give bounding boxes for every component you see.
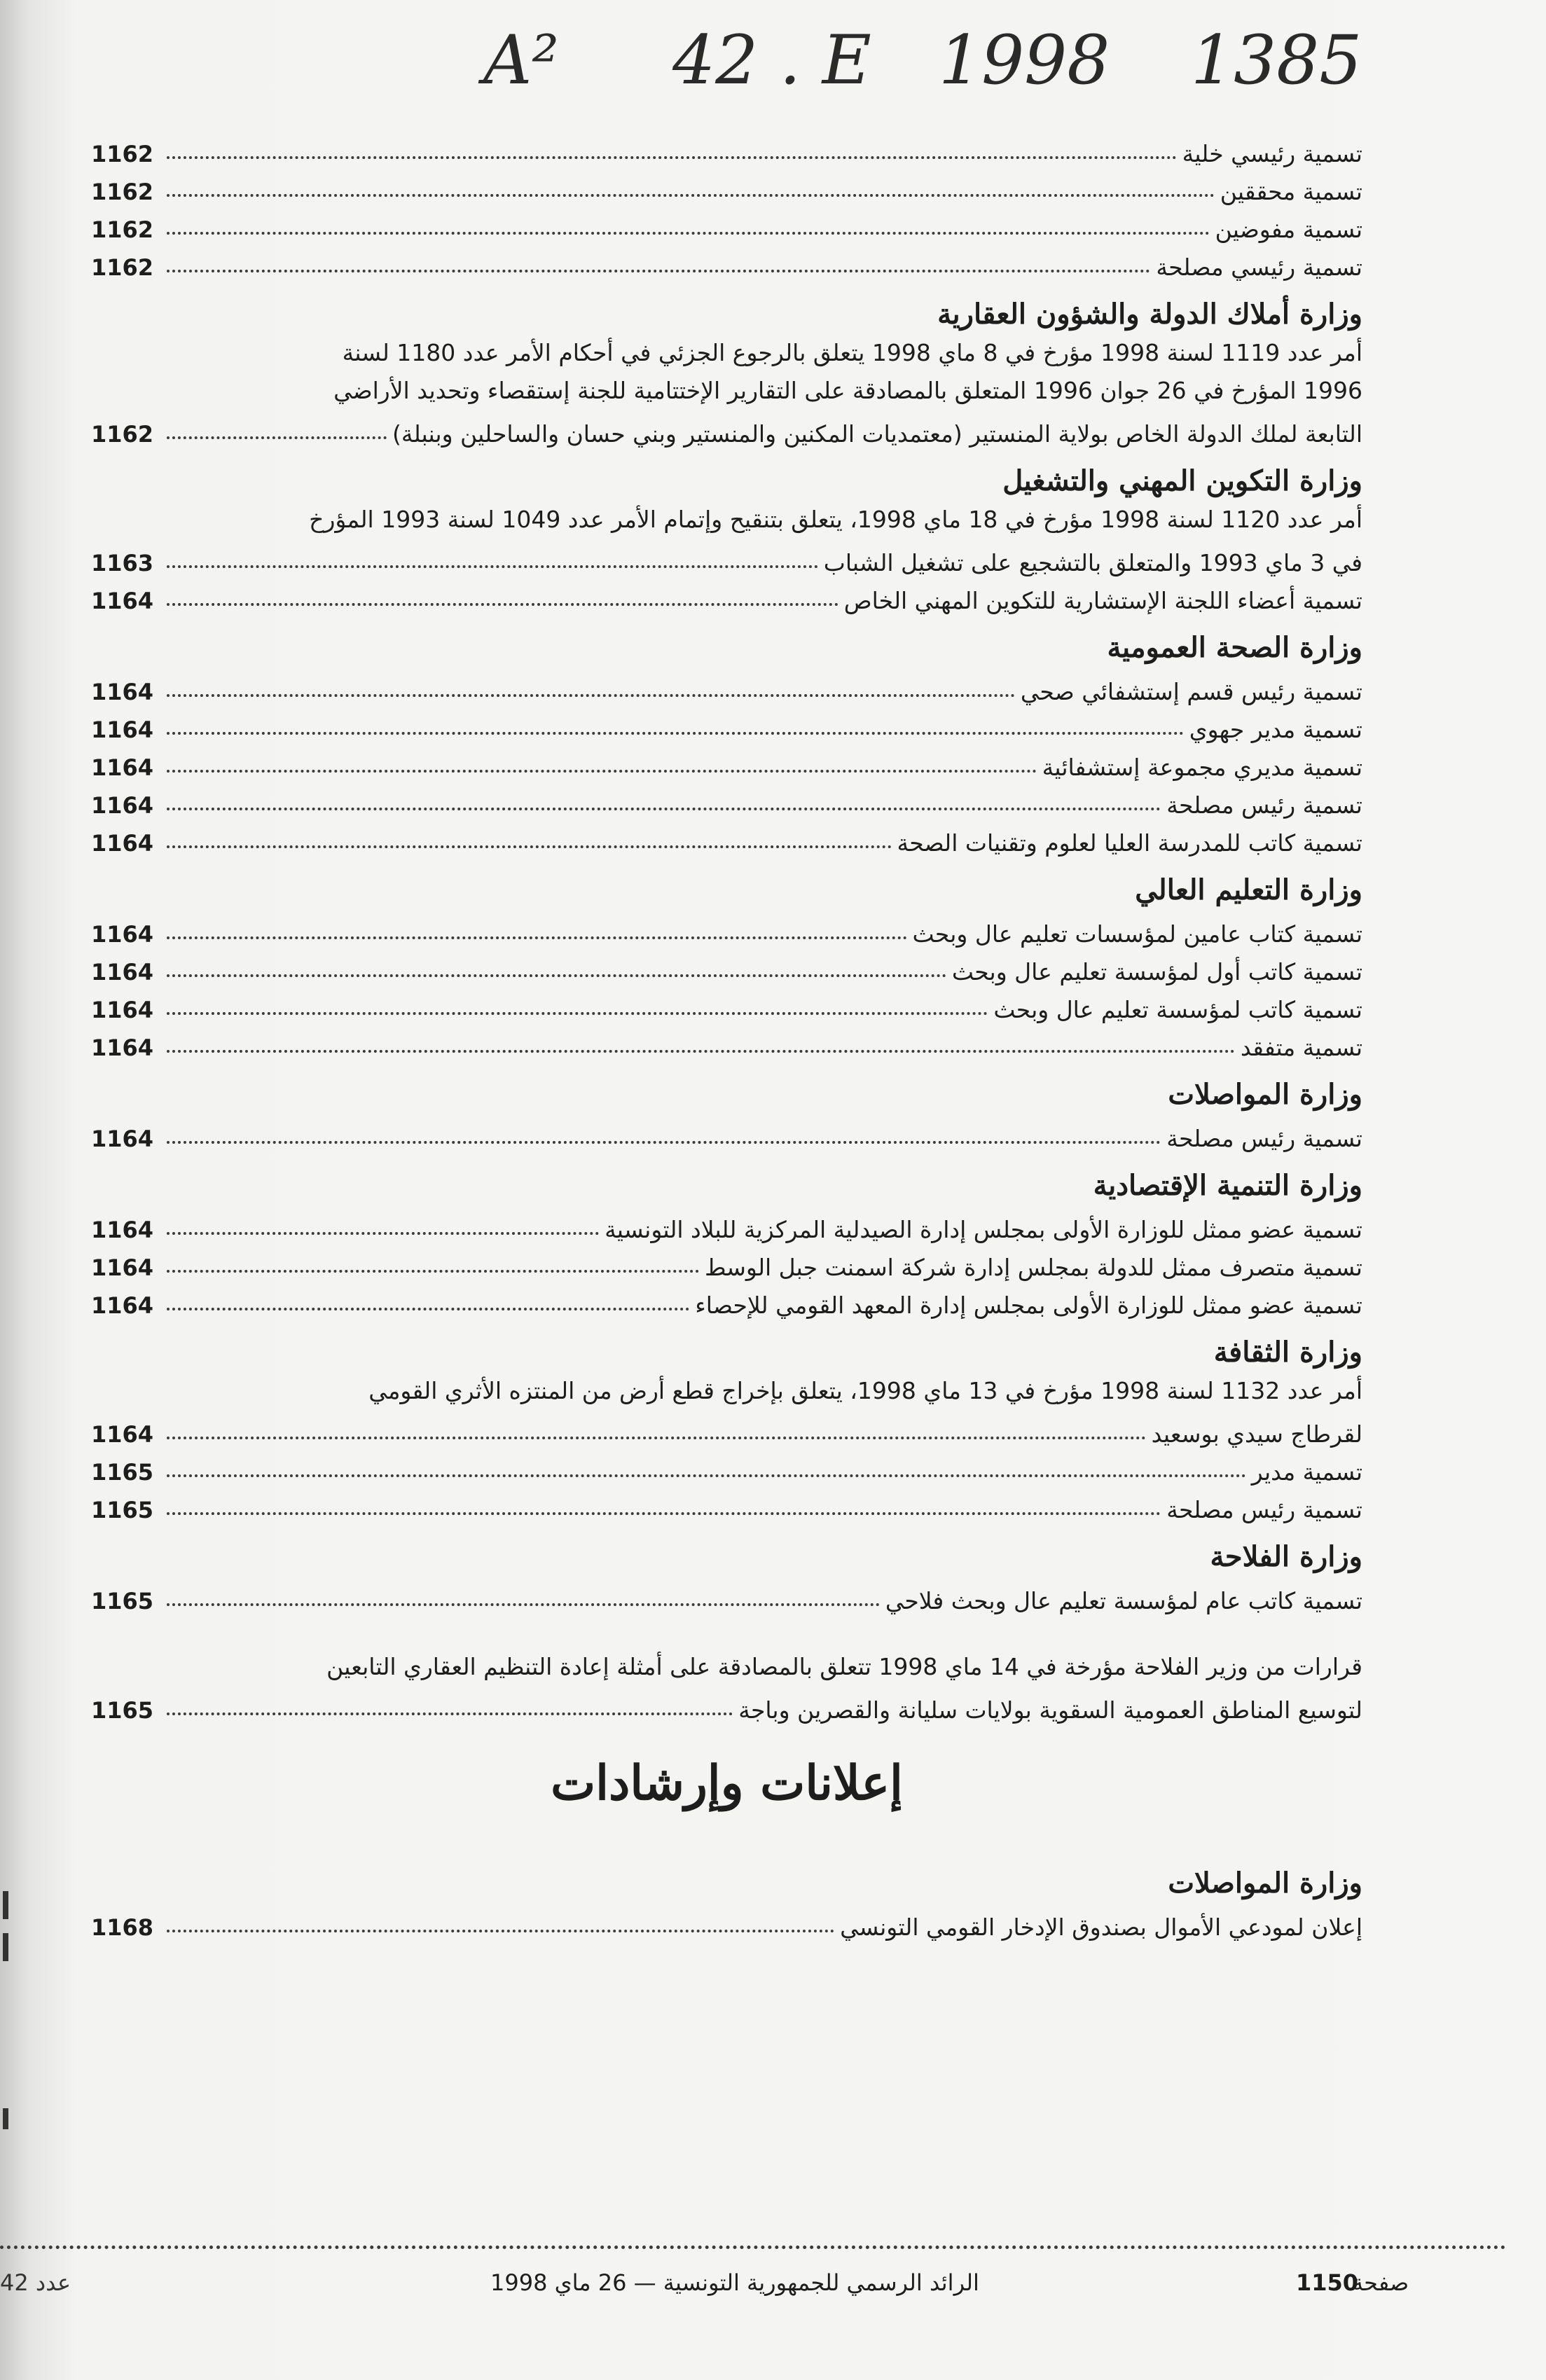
- toc-entry: [91, 910, 1362, 948]
- toc-entry: [91, 667, 1362, 705]
- dot-leader: [167, 1512, 1161, 1515]
- dot-leader: [167, 565, 818, 568]
- toc-entry-text: تسمية أعضاء اللجنة الإستشارية للتكوين المهني الخاص: [843, 587, 1362, 614]
- dot-leader: [167, 732, 1184, 735]
- toc-entry-text: تسمية رئيس قسم إستشفائي صحي: [1020, 678, 1362, 705]
- section-title: إعلانات وإرشادات: [551, 1755, 903, 1811]
- toc-entry: [91, 1448, 1362, 1486]
- footer-issue: عدد 42: [0, 2269, 71, 2296]
- toc-entry: [91, 1903, 1362, 1941]
- dot-leader: [167, 1141, 1161, 1144]
- toc-entry-text: لتوسيع المناطق العمومية السقوية بولايات سليانة والقصرين وباجة: [738, 1696, 1362, 1724]
- dot-leader: [167, 270, 1150, 272]
- toc-entry-continued: أمر عدد 1132 لسنة 1998 مؤرخ في 13 ماي 1998، يتعلق بإخراج قطع أرض من المنتزه الأثري القومي: [368, 1377, 1362, 1404]
- toc-entry-text: تسمية رئيس مصلحة: [1166, 1125, 1362, 1152]
- dot-leader: [167, 1050, 1235, 1053]
- table-of-contents: [91, 130, 1362, 1941]
- ministry-heading: وزارة التكوين المهني والتشغيل: [1002, 464, 1362, 497]
- toc-entry: [91, 1577, 1362, 1614]
- dot-leader: [167, 936, 907, 939]
- toc-entry: [91, 985, 1362, 1023]
- toc-page-number: 1162: [91, 141, 154, 167]
- toc-entry-text: تسمية مدير: [1251, 1458, 1362, 1486]
- toc-entry-text: تسمية كاتب عام لمؤسسة تعليم عال وبحث فلاحي: [885, 1587, 1362, 1614]
- dot-leader: [167, 1474, 1246, 1477]
- dot-leader: [167, 1603, 880, 1606]
- toc-entry: [91, 205, 1362, 243]
- dot-leader: [167, 1270, 699, 1273]
- toc-entry-text: تسمية رئيسي مصلحة: [1156, 254, 1362, 281]
- toc-page-number: 1164: [91, 1035, 154, 1061]
- toc-entry-text: تسمية عضو ممثل للوزارة الأولى بمجلس إدارة المعهد القومي للإحصاء: [695, 1292, 1362, 1319]
- dot-leader: [167, 1930, 834, 1932]
- footer-page-label: صفحة: [1352, 2269, 1409, 2296]
- toc-entry: [91, 1486, 1362, 1523]
- toc-page-number: 1164: [91, 588, 154, 614]
- toc-entry: [91, 1114, 1362, 1152]
- toc-page-number: 1164: [91, 754, 154, 781]
- toc-entry: [91, 1023, 1362, 1061]
- dot-leader: [167, 1713, 733, 1715]
- toc-entry-text: تسمية مدير جهوي: [1189, 716, 1362, 743]
- toc-page-number: 1163: [91, 550, 154, 576]
- toc-page-number: 1164: [91, 830, 154, 857]
- footer-divider: [0, 2246, 1506, 2249]
- scan-edge-mark: [3, 1933, 8, 1961]
- toc-page-number: 1165: [91, 1459, 154, 1486]
- toc-entry-text: تسمية كتاب عامين لمؤسسات تعليم عال وبحث: [912, 920, 1362, 948]
- ministry-heading: وزارة المواصلات: [1168, 1867, 1362, 1900]
- toc-entry-text: تسمية متفقد: [1240, 1034, 1362, 1061]
- toc-entry-text: تسمية كاتب لمؤسسة تعليم عال وبحث: [993, 996, 1362, 1023]
- toc-entry: [91, 1281, 1362, 1319]
- toc-entry-text: إعلان لمودعي الأموال بصندوق الإدخار القومي التونسي: [840, 1914, 1362, 1941]
- toc-entry-text: لقرطاج سيدي بوسعيد: [1151, 1420, 1362, 1448]
- toc-entry: [91, 1686, 1362, 1724]
- toc-entry-text: تسمية محققين: [1220, 178, 1362, 205]
- ministry-heading: وزارة التعليم العالي: [1135, 873, 1362, 906]
- dot-leader: [167, 1308, 689, 1310]
- toc-page-number: 1164: [91, 1126, 154, 1152]
- toc-entry-text: تسمية مفوضين: [1215, 216, 1362, 243]
- dot-leader: [167, 770, 1037, 773]
- toc-page-number: 1164: [91, 1217, 154, 1243]
- toc-entry: [91, 576, 1362, 614]
- toc-page-number: 1162: [91, 179, 154, 205]
- toc-entry: [91, 819, 1362, 857]
- ministry-heading: وزارة الفلاحة: [1210, 1540, 1362, 1573]
- toc-entry-text: تسمية عضو ممثل للوزارة الأولى بمجلس إدارة الصيدلية المركزية للبلاد التونسية: [605, 1216, 1362, 1243]
- dot-leader: [167, 436, 387, 439]
- toc-entry-continued: قرارات من وزير الفلاحة مؤرخة في 14 ماي 1998 تتعلق بالمصادقة على أمثلة إعادة التنظيم العقاري التابعين: [326, 1653, 1362, 1680]
- toc-page-number: 1164: [91, 997, 154, 1023]
- dot-leader: [167, 1232, 599, 1235]
- handwritten-note: A²: [483, 21, 559, 99]
- toc-entry: [91, 1243, 1362, 1281]
- scan-edge-mark: [3, 1891, 8, 1919]
- toc-entry-text: تسمية رئيس مصلحة: [1166, 1496, 1362, 1523]
- dot-leader: [167, 974, 946, 977]
- handwritten-note: 42 . E: [672, 21, 871, 99]
- dot-leader: [167, 232, 1210, 235]
- toc-page-number: 1164: [91, 1292, 154, 1319]
- dot-leader: [167, 808, 1161, 810]
- toc-entry-text: التابعة لملك الدولة الخاص بولاية المنستير (معتمديات المكنين والمنستير وبني حسان والساحلين وبنبلة): [392, 420, 1362, 448]
- toc-entry: [91, 243, 1362, 281]
- footer-page-number: 1150: [1296, 2269, 1359, 2296]
- toc-entry: [91, 410, 1362, 448]
- ministry-heading: وزارة المواصلات: [1168, 1078, 1362, 1111]
- dot-leader: [167, 194, 1215, 197]
- toc-entry-text: تسمية متصرف ممثل للدولة بمجلس إدارة شركة اسمنت جبل الوسط: [704, 1254, 1362, 1281]
- toc-entry: [91, 948, 1362, 985]
- dot-leader: [167, 1437, 1146, 1439]
- scan-edge-mark: [3, 2108, 8, 2129]
- toc-page-number: 1165: [91, 1588, 154, 1614]
- toc-entry-text: تسمية رئيس مصلحة: [1166, 791, 1362, 819]
- toc-page-number: 1164: [91, 1421, 154, 1448]
- ministry-heading: وزارة الثقافة: [1213, 1336, 1362, 1369]
- dot-leader: [167, 156, 1177, 159]
- dot-leader: [167, 845, 892, 848]
- toc-entry: [91, 539, 1362, 576]
- toc-entry-text: تسمية كاتب أول لمؤسسة تعليم عال وبحث: [951, 958, 1362, 985]
- toc-entry: [91, 705, 1362, 743]
- toc-page-number: 1162: [91, 216, 154, 243]
- handwritten-note: 1385: [1191, 21, 1362, 99]
- toc-page-number: 1164: [91, 792, 154, 819]
- toc-page-number: 1162: [91, 254, 154, 281]
- toc-page-number: 1164: [91, 1254, 154, 1281]
- toc-page-number: 1168: [91, 1914, 154, 1941]
- ministry-heading: وزارة أملاك الدولة والشؤون العقارية: [937, 298, 1362, 331]
- footer-gazette-title: الرائد الرسمي للجمهورية التونسية — 26 ماي 1998: [490, 2269, 979, 2296]
- toc-entry: [91, 1205, 1362, 1243]
- toc-entry: [91, 130, 1362, 167]
- toc-entry-continued: أمر عدد 1120 لسنة 1998 مؤرخ في 18 ماي 1998، يتعلق بتنقيح وإتمام الأمر عدد 1049 لسنة 1993 المؤرخ: [309, 506, 1362, 533]
- toc-entry-text: تسمية رئيسي خلية: [1182, 140, 1362, 167]
- toc-page-number: 1164: [91, 921, 154, 948]
- toc-page-number: 1164: [91, 679, 154, 705]
- toc-page-number: 1164: [91, 717, 154, 743]
- dot-leader: [167, 603, 838, 606]
- toc-entry-text: تسمية مديري مجموعة إستشفائية: [1042, 754, 1362, 781]
- toc-entry-text: تسمية كاتب للمدرسة العليا لعلوم وتقنيات الصحة: [897, 829, 1362, 857]
- toc-page-number: 1164: [91, 959, 154, 985]
- toc-entry-continued: 1996 المؤرخ في 26 جوان 1996 المتعلق بالمصادقة على التقارير الإختتامية للجنة إستقصاء وتحديد الأراضي: [333, 377, 1362, 404]
- toc-page-number: 1165: [91, 1497, 154, 1523]
- ministry-heading: وزارة التنمية الإقتصادية: [1093, 1169, 1362, 1202]
- handwritten-note: 1998: [939, 21, 1110, 99]
- dot-leader: [167, 1012, 988, 1015]
- toc-page-number: 1162: [91, 421, 154, 448]
- toc-entry: [91, 781, 1362, 819]
- toc-page-number: 1165: [91, 1697, 154, 1724]
- toc-entry-text: في 3 ماي 1993 والمتعلق بالتشجيع على تشغيل الشباب: [823, 549, 1362, 576]
- dot-leader: [167, 694, 1015, 697]
- toc-entry: [91, 743, 1362, 781]
- toc-entry-continued: أمر عدد 1119 لسنة 1998 مؤرخ في 8 ماي 1998 يتعلق بالرجوع الجزئي في أحكام الأمر عدد 1180 لسنة: [342, 339, 1362, 366]
- toc-entry: [91, 1410, 1362, 1448]
- spacer: [91, 1614, 1362, 1648]
- ministry-heading: وزارة الصحة العمومية: [1107, 631, 1362, 664]
- toc-entry: [91, 167, 1362, 205]
